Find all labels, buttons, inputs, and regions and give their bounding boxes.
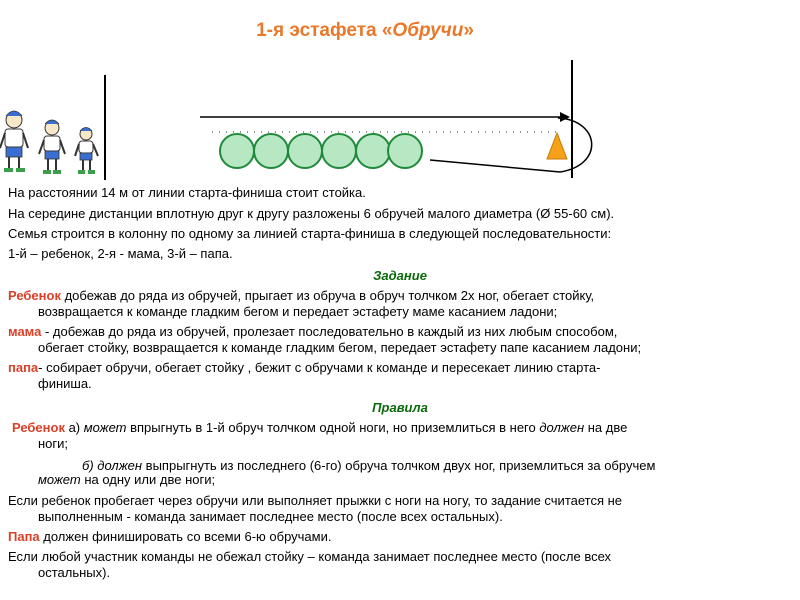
- rule-fail-line1: Если ребенок пробегает через обручи или выполняет прыжки с ноги на ногу, то задание считается не: [8, 493, 623, 508]
- child-figure-icon: [75, 128, 98, 175]
- hoop: [254, 134, 288, 168]
- hoop: [356, 134, 390, 168]
- rule-last-line1: Если любой участник команды не обежал стойку – команда занимает последнее место (после всех: [8, 549, 612, 564]
- rule-last-line2: остальных).: [38, 565, 111, 580]
- loop-path: [558, 118, 592, 172]
- task-mom-line1: мама - добежав до ряда из обручей, пролезает последовательно в каждый из них любым способом,: [8, 324, 618, 339]
- rule-b-line2: может на одну или две ноги;: [38, 472, 216, 487]
- hoop: [220, 134, 254, 168]
- rule-a-line2: ноги;: [38, 436, 69, 451]
- para-order: 1-й – ребенок, 2-я - мама, 3-й – папа.: [8, 246, 233, 261]
- rule-dad-line: Папа должен финишировать со всеми 6-ю обручами.: [8, 529, 332, 544]
- task-mom-line2: обегает стойку, возвращается к команде гладким бегом, передает эстафету папе касанием ладони;: [38, 340, 642, 355]
- family-figures-icon: [0, 111, 98, 174]
- return-line: [430, 160, 560, 172]
- hoops: [220, 134, 422, 168]
- task-heading: Задание: [373, 268, 427, 283]
- mom-figure-icon: [39, 120, 65, 174]
- task-child-line1: Ребенок добежав до ряда из обручей, прыгает из обруча в обруч толчком 2х ног, обегает стойку,: [8, 288, 595, 303]
- task-child-line2: возвращается к команде гладким бегом и передает эстафету маме касанием ладони;: [38, 304, 558, 319]
- para-lineup: Семья строится в колонну по одному за линией старта-финиша в следующей последовательности:: [8, 226, 612, 241]
- arrow-head: [560, 112, 570, 122]
- page-title: 1-я эстафета «Обручи»: [256, 20, 474, 41]
- cone-icon: [547, 133, 567, 159]
- task-dad-line2: финиша.: [38, 376, 92, 391]
- hoop: [322, 134, 356, 168]
- para-hoops: На середине дистанции вплотную друг к другу разложены 6 обручей малого диаметра (Ø 55-60 см).: [8, 206, 615, 221]
- rule-a-line1: Ребенок а) может впрыгнуть в 1-й обруч толчком одной ноги, но приземлиться в него должен на две: [12, 420, 628, 435]
- rule-b-line1: б) должен выпрыгнуть из последнего (6-го) обруча толчком двух ног, приземлиться за обручем: [82, 458, 656, 473]
- rule-fail-line2: выполненным - команда занимает последнее место (после всех остальных).: [38, 509, 503, 524]
- hoop: [388, 134, 422, 168]
- rules-heading: Правила: [372, 400, 428, 415]
- para-distance: На расстоянии 14 м от линии старта-финиша стоит стойка.: [8, 185, 366, 200]
- dad-figure-icon: [0, 111, 28, 172]
- task-dad-line1: папа- собирает обручи, обегает стойку , бежит с обручами к команде и пересекает линию старта-: [8, 360, 601, 375]
- hoop: [288, 134, 322, 168]
